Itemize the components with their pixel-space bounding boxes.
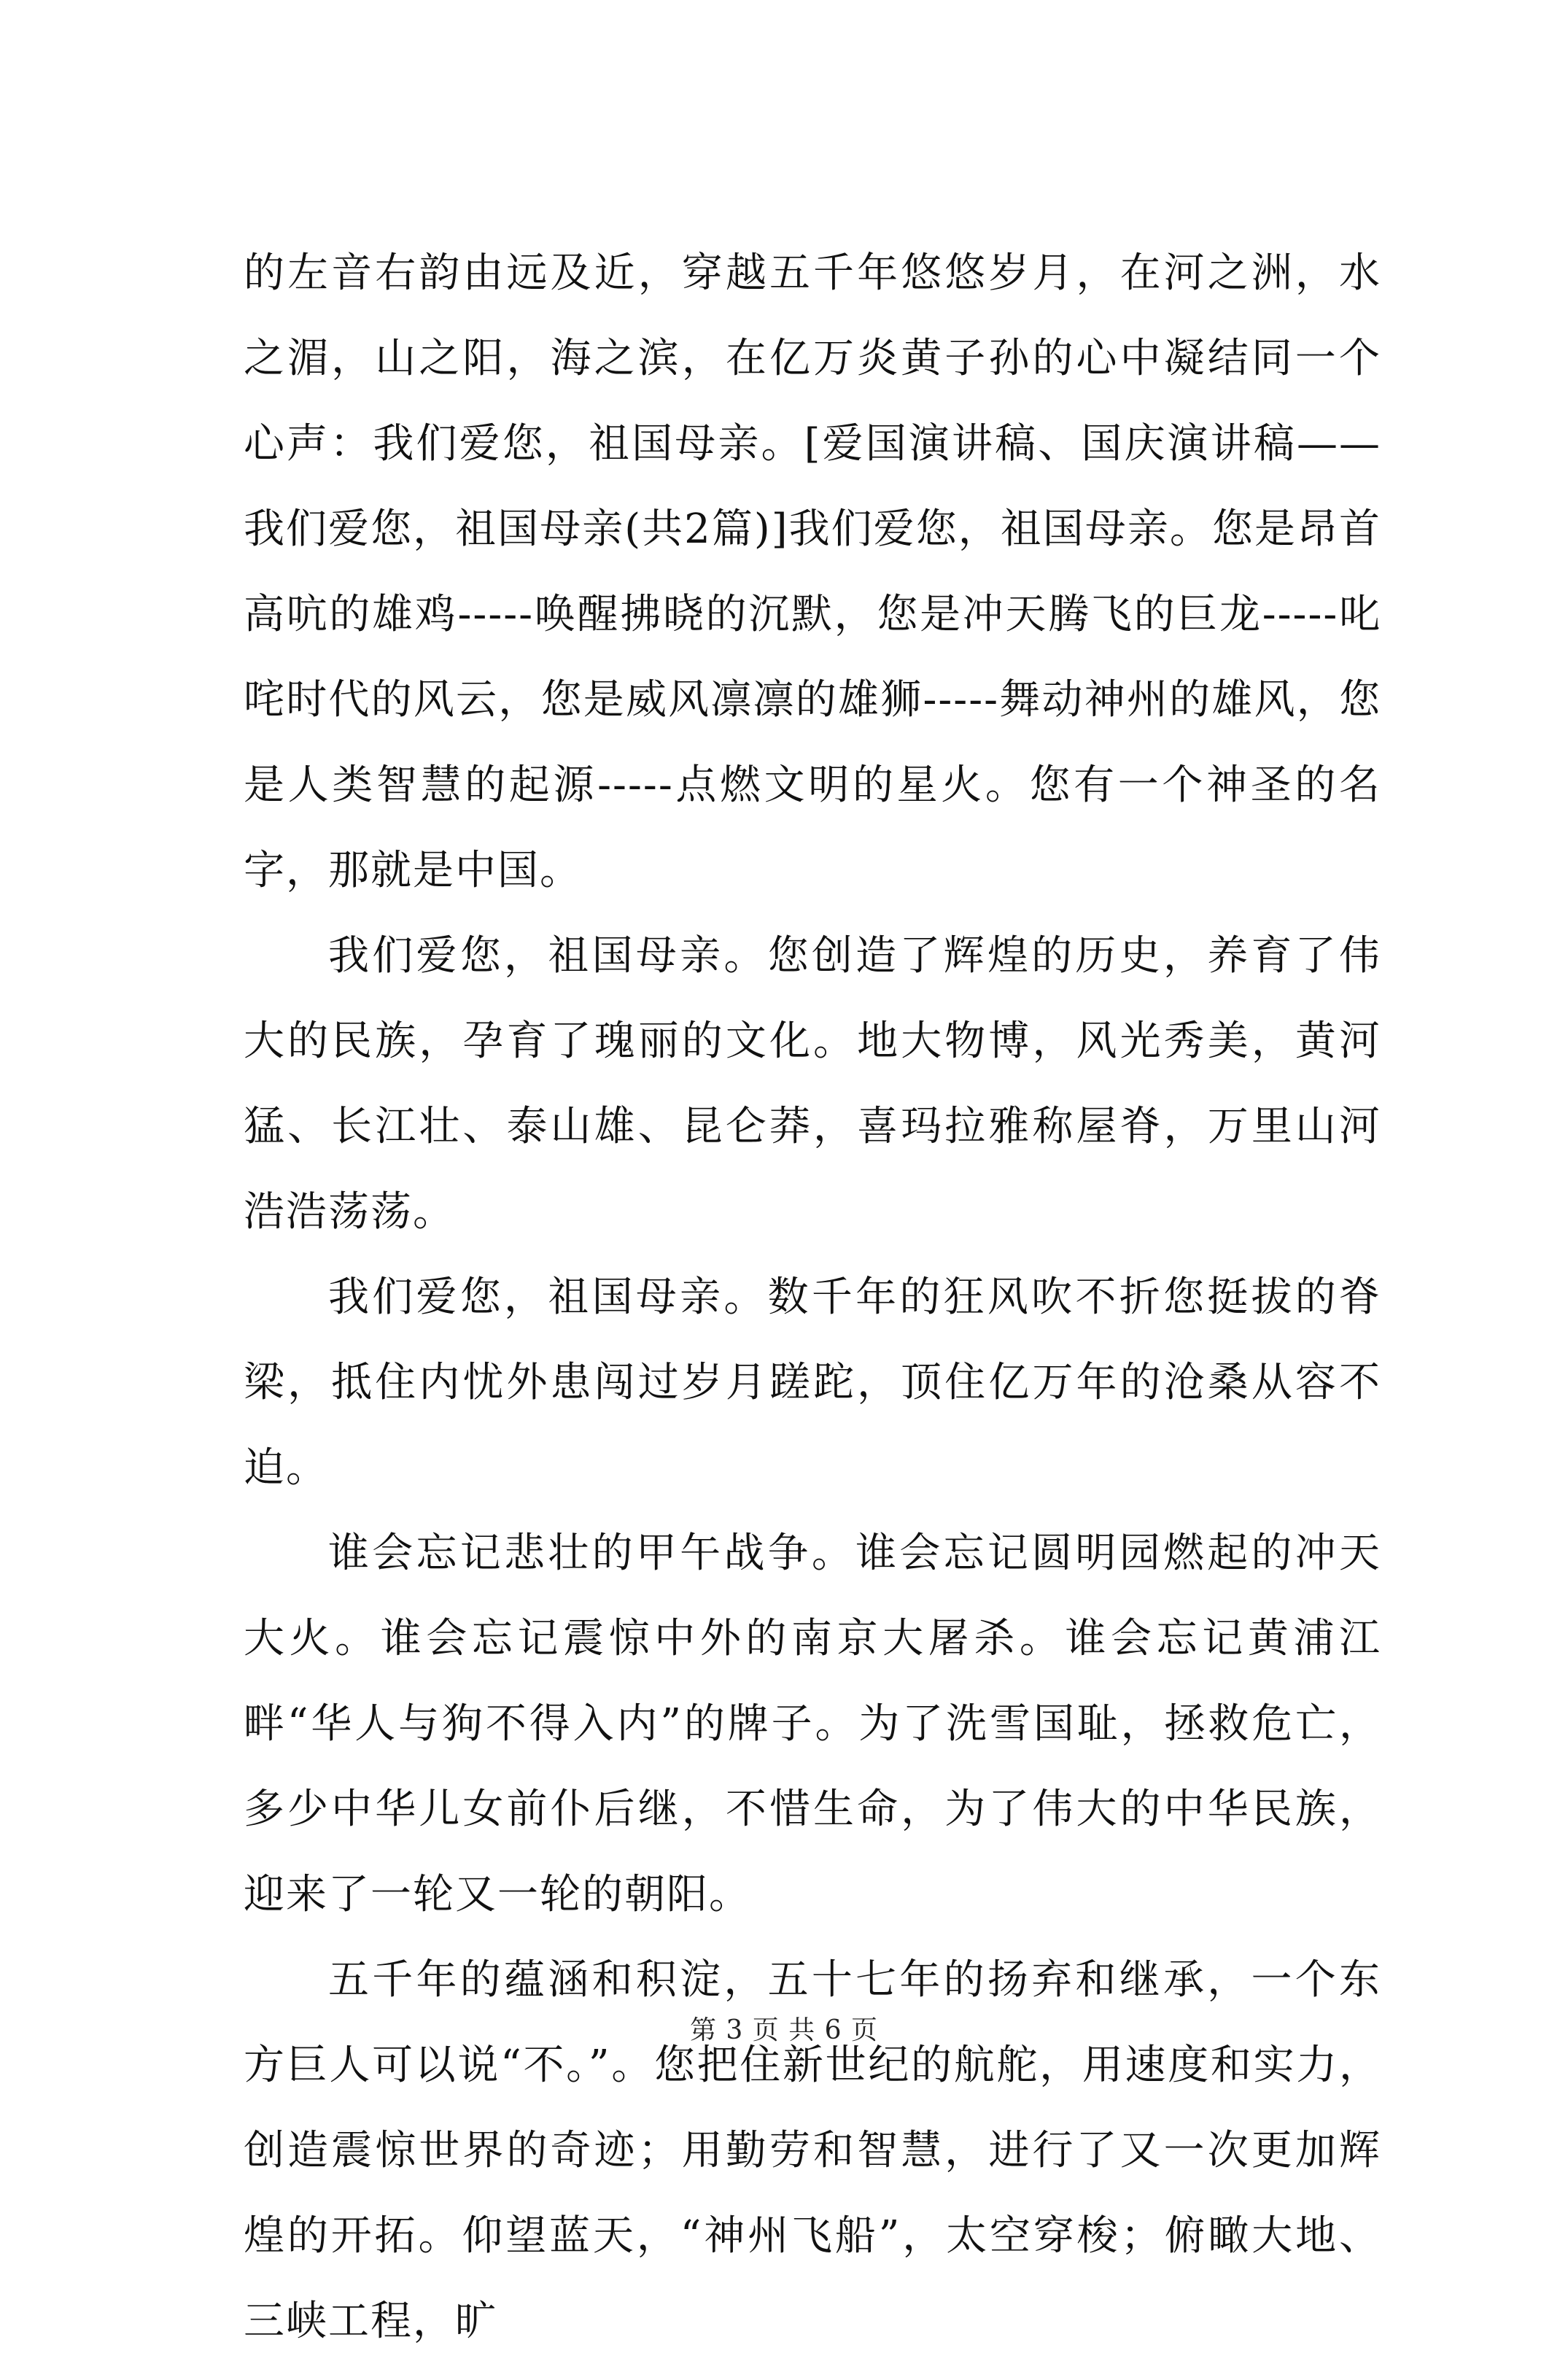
paragraph-4: 谁会忘记悲壮的甲午战争。谁会忘记圆明园燃起的冲天大火。谁会忘记震惊中外的南京大屠杀。谁会忘记黄浦江畔“华人与狗不得入内”的牌子。为了洗雪国耻，拯救危亡，多少中华儿女前仆后继，不惜生命，为了伟大的中华民族，迎来了一轮又一轮的朝阳。 <box>244 1530 1381 1918</box>
page-number-footer: 第 3 页 共 6 页 <box>689 2015 879 2045</box>
paragraph-2: 我们爱您，祖国母亲。您创造了辉煌的历史，养育了伟大的民族，孕育了瑰丽的文化。地大物博，风光秀美，黄河猛、长江壮、泰山雄、昆仑莽，喜玛拉雅称屋脊，万里山河浩浩荡荡。 <box>244 932 1381 1236</box>
paragraph-1: 的左音右韵由远及近，穿越五千年悠悠岁月，在河之洲，水之湄，山之阳，海之滨，在亿万炎黄子孙的心中凝结同一个心声：我们爱您，祖国母亲。[爱国演讲稿、国庆演讲稿——我们爱您，祖国母亲(共2篇)]我们爱您，祖国母亲。您是昂首高吭的雄鸡-----唤醒拂晓的沉默，您是冲天腾飞的巨龙-----叱咤时代的风云，您是威风凛凛的雄狮-----舞动神州的雄风，您是人类智慧的起源-----点燃文明的星火。您有一个神圣的名字，那就是中国。 <box>244 249 1381 894</box>
paragraph-5: 五千年的蕴涵和积淀，五十七年的扬弃和继承，一个东方巨人可以说“不。”。您把住新世纪的航舵，用速度和实力，创造震惊世界的奇迹；用勤劳和智慧，进行了又一次更加辉煌的开拓。仰望蓝天，“神州飞船”，太空穿梭；俯瞰大地、三峡工程，旷 <box>244 1956 1381 2345</box>
paragraph-3: 我们爱您，祖国母亲。数千年的狂风吹不折您挺拔的脊梁，抵住内忧外患闯过岁月蹉跎，顶住亿万年的沧桑从容不迫。 <box>244 1274 1381 1492</box>
